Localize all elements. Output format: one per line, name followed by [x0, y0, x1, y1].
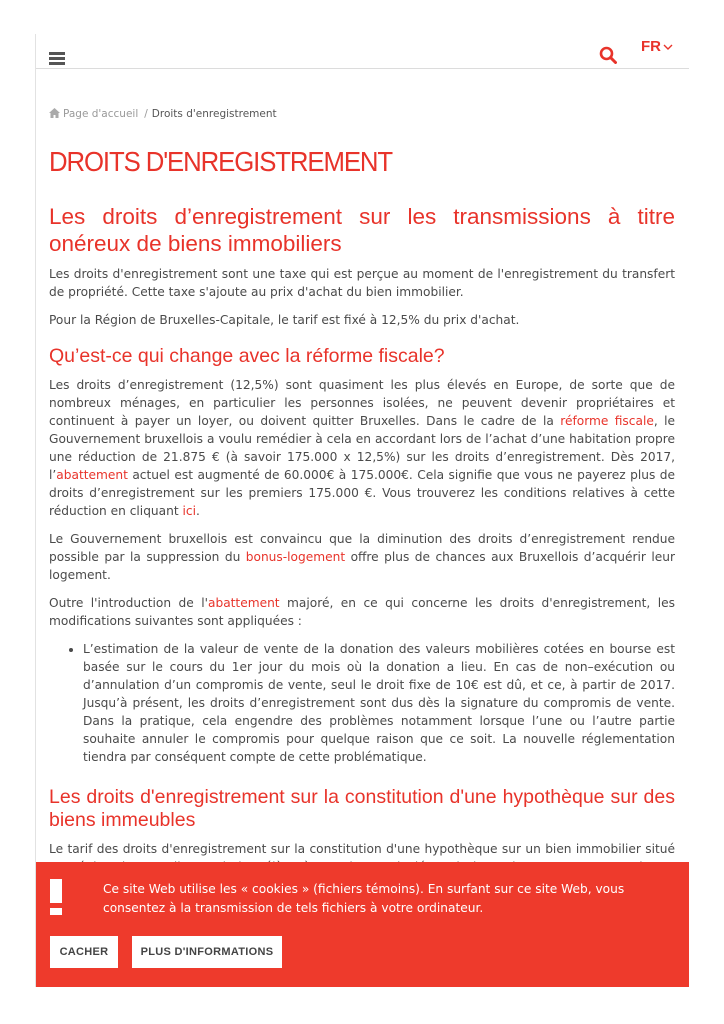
breadcrumb-current: Droits d'enregistrement [151, 108, 277, 120]
language-selector[interactable] [641, 38, 673, 55]
paragraph-modifications: Outre l'introduction de l'abattement majoré, en ce qui concerne les droits d'enregistrement, les modifications suivantes sont appliquées : [49, 596, 675, 628]
breadcrumb-separator: / [144, 108, 148, 120]
hide-cookie-button[interactable]: CACHER [50, 936, 118, 968]
page-title: DROITS D'ENREGISTREMENT [49, 146, 393, 177]
cookie-message: Ce site Web utilise les « cookies » (fichiers témoins). En surfant sur ce site Web, vous consentez à la transmission de tels fichiers à votre ordinateur. [103, 882, 625, 915]
section-heading-reforme: Qu’est-ce qui change avec la réforme fiscale? [49, 345, 445, 367]
main-content [49, 100, 675, 933]
exclamation-icon [50, 879, 62, 915]
link-ici[interactable]: ici [182, 504, 196, 518]
link-reforme-fiscale[interactable]: réforme fiscale [560, 414, 654, 428]
chevron-down-icon [663, 43, 673, 51]
list-item: • L’estimation de la valeur de vente de la donation des valeurs mobilières cotées en bourse est basée sur le cours du 1er jour du mois où la donation a lieu. En cas de non–exécution ou d’annulation d’un compromis de vente, seul le droit fixe de 10€ est dû, et ce, à partir de 2017. Jusqu’à présent, les droits d’enregistrement sont dus dès la signature du compromis de vente. Dans la pratique, cela engendre des problèmes notamment lorsque l’une ou l’autre partie souhaite annuler le compromis pour quelque raison que ce soit. La nouvelle réglementation tiendra par conséquent compte de cette problématique. [83, 640, 675, 766]
breadcrumb-home-link[interactable]: Page d'accueil [63, 108, 139, 120]
paragraph-tarif: Pour la Région de Bruxelles-Capitale, le tarif est fixé à 12,5% du prix d'achat. [49, 313, 520, 327]
cookie-banner [36, 862, 689, 987]
paragraph-hypotheque: Le tarif des droits d'enregistrement sur la constitution d'une hypothèque sur un bien immobilier situé [49, 842, 675, 856]
search-icon[interactable] [599, 46, 617, 64]
hamburger-menu-icon[interactable] [49, 52, 65, 65]
paragraph-gouvernement: Le Gouvernement bruxellois est convaincu que la diminution des droits d’enregistrement rendue possible par la suppression du bonus-logement offre plus de chances aux Bruxellois d’acquérir leur logement. [49, 532, 676, 582]
language-label: FR [641, 38, 661, 55]
link-abattement[interactable]: abattement [56, 468, 128, 482]
left-border [35, 34, 36, 987]
section-heading-transmissions: Les droits d’enregistrement sur les transmissions à titre onéreux de biens immobiliers [49, 204, 675, 256]
breadcrumb [49, 108, 675, 124]
site-header [36, 34, 689, 69]
paragraph-reforme: Les droits d’enregistrement (12,5%) sont quasiment les plus élevés en Europe, de sorte que de nombreux ménages, en particulier les personnes isolées, ne peuvent devenir propriétaires et continuent à payer un loyer, ou doivent quitter Bruxelles. Dans le cadre de la réforme fiscale, le Gouvernement bruxellois a voulu remédier à cela en accordant lors de l’achat d’une habitation propre une réduction de 21.875 € (à savoir 175.000 x 12,5%) sur les droits d’enregistrement. Dès 2017, l’abattement actuel est augmenté de 60.000€ à 175.000€. Cela signifie que vous ne payerez plus de droits d’enregistrement sur les premiers 175.000 €. Vous trouverez les conditions relatives à cette réduction en cliquant ici. [49, 378, 675, 518]
more-info-button[interactable]: PLUS D'INFORMATIONS [132, 936, 282, 968]
link-bonus-logement[interactable]: bonus-logement [245, 550, 346, 564]
section-heading-hypotheque: Les droits d'enregistrement sur la constitution d'une hypothèque sur des biens immeubles [49, 786, 675, 831]
paragraph-definition: Les droits d'enregistrement sont une taxe qui est perçue au moment de l'enregistrement du transfert de propriété. Cette taxe s'ajoute au prix d'achat du bien immobilier. [49, 267, 675, 299]
link-abattement-2[interactable]: abattement [207, 596, 280, 610]
home-icon [49, 108, 60, 118]
modifications-list [83, 640, 675, 766]
